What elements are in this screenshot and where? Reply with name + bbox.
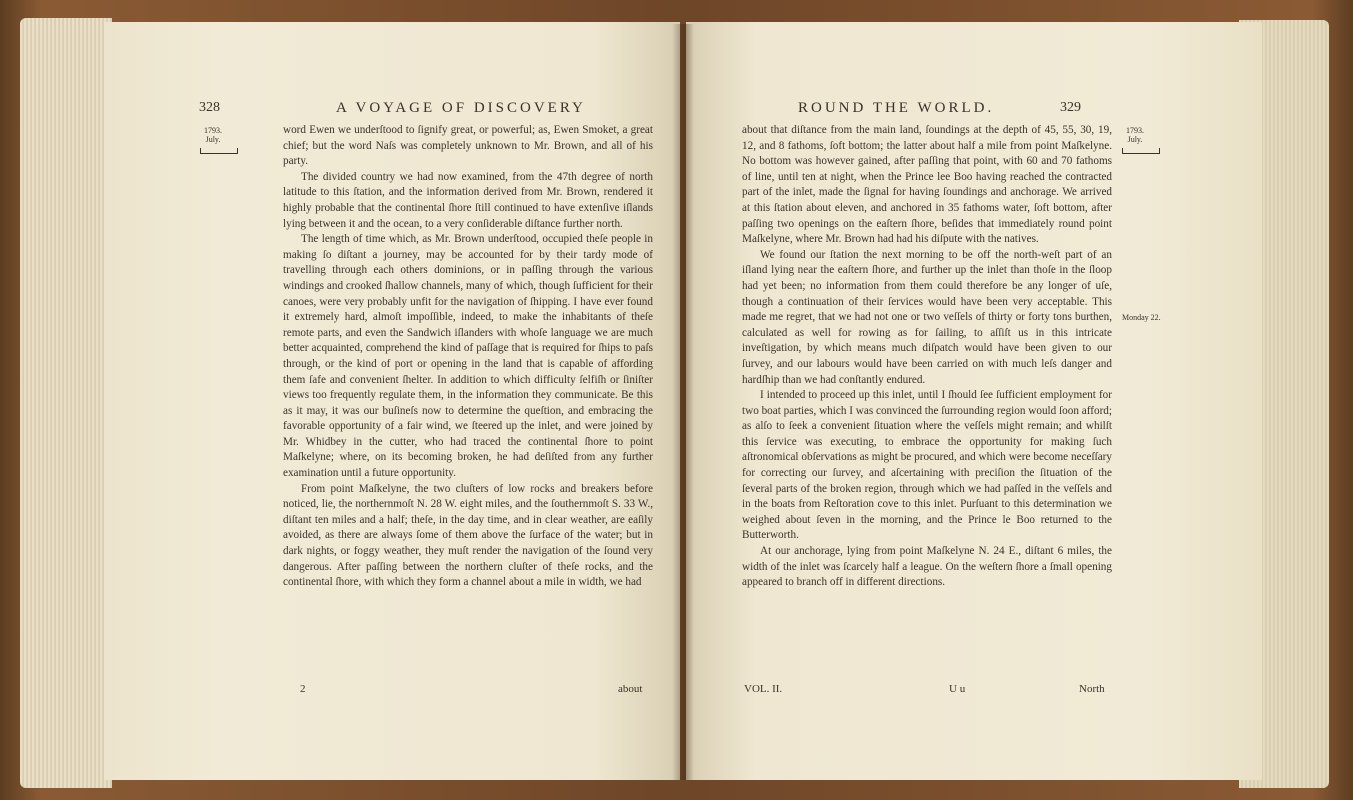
right-signature: U u xyxy=(949,683,966,695)
right-margin-note: Monday 22. xyxy=(1122,313,1161,322)
right-margin-brace xyxy=(1122,148,1160,154)
left-paragraph: word Ewen we underſtood to ſignify great, or powerful; as, Ewen Smoket, a great chief; but the word Naſs was completely unknown to Mr. Brown, and all of his party. xyxy=(283,124,653,168)
right-margin-month: July. xyxy=(1127,135,1143,144)
right-margin-year: 1793. xyxy=(1126,126,1144,135)
right-page xyxy=(686,22,1262,780)
right-volume: VOL. II. xyxy=(744,683,783,695)
left-paragraph: The divided country we had now examined, from the 47th degree of north latitude to this ſtation, and the information derived from Mr. Brown, rendered it highly probable that the continental ſhore ſtill continued to have extenſive iſlands lying between it and the ocean, to a very conſiderable diſtance further north. xyxy=(283,170,653,230)
left-paragraph: The length of time which, as Mr. Brown underſtood, occupied theſe people in making ſo diſtant a journey, may be accounted for by their tardy mode of travelling through each others dominions, or in paſſing through the various windings and crooked ſhallow channels, many of which, though ſufficient for their canoes, were very probably unfit for the navigation of ſhipping. I have ever found it extremely hard, almoſt impoſſible, indeed, to make the inhabitants of theſe remote parts, and even the Sandwich iſlanders with whoſe language we are much better acquainted, comprehend the kind of paſſage that is required for ſhips to paſs through, or the kind of port or opening in the land that is capable of affording them ſafe and convenient ſhelter. In addition to which difficulty ſelfiſh or ſiniſter views too frequently regulate them, in the information they communicate. Be this as it may, it was our buſineſs now to determine the queſtion, and embracing the favorable opportunity of a fair wind, we ſteered up the inlet, and were joined by Mr. Whidbey in the cutter, who had traced the continental ſhore to point Maſkelyne; where, on its becoming broken, he had deſiſted from any further examination until a future opportunity. xyxy=(283,233,653,480)
left-page xyxy=(104,22,680,780)
left-page-number: 328 xyxy=(199,100,220,115)
left-body-text xyxy=(283,123,653,591)
left-paragraph: From point Maſkelyne, the two cluſters of low rocks and breakers before noticed, lie, the northernmoſt N. 28 W. eight miles, and the ſouthernmoſt S. 33 W., diſtant ten miles and a half; theſe, in the day time, and in clear weather, are eaſily avoided, as there are always ſome of them above the ſurface of the water; but in dark nights, or foggy weather, they muſt render the navigation of the ſound very dangerous. After paſſing between the northern cluſter of theſe rocks, and the continental ſhore, with which they form a channel about a mile in width, we had xyxy=(283,482,653,589)
right-catchword: North xyxy=(1079,683,1105,695)
left-signature: 2 xyxy=(300,683,306,695)
right-running-head: ROUND THE WORLD. xyxy=(798,100,995,116)
left-catchword: about xyxy=(618,683,643,695)
left-margin-brace xyxy=(200,148,238,154)
left-margin-month: July. xyxy=(205,135,221,144)
left-page-edges xyxy=(20,18,112,788)
right-body-text xyxy=(742,123,1112,591)
left-running-head: A VOYAGE OF DISCOVERY xyxy=(336,100,586,116)
left-margin-date xyxy=(204,126,222,144)
right-margin-date xyxy=(1126,126,1144,144)
right-paragraph: I intended to proceed up this inlet, until I ſhould ſee ſufficient employment for two boat parties, which I was convinced the ſurrounding region would ſoon afford; as alſo to ſeek a convenient ſituation where the veſſels might remain; and whilſt this ſervice was executing, to embrace the opportunity for making ſuch aſtronomical obſervations as might be procured, and which were become neceſſary for correcting our ſurvey, and aſcertaining with preciſion the ſituation of the ſeveral parts of the broken region, through which we had paſſed in the veſſels and in the boats from Reſtoration cove to this inlet. Purſuant to this determination we weighed about ſeven in the morning, and the Prince le Boo returned to the Butterworth. xyxy=(742,389,1112,542)
right-paragraph: about that diſtance from the main land, ſoundings at the depth of 45, 55, 30, 19, 12, and 8 fathoms, ſoft bottom; the latter about half a mile from point Maſkelyne. No bottom was however gained, after paſſing that point, with 60 and 70 fathoms of line, until ten at night, when the Prince lee Boo having reached the contracted part of the inlet, made the ſignal for having ſoundings and anchorage. We arrived at this ſtation about eleven, and anchored in 35 fathoms water, ſoft bottom, after paſſing two openings on the eaſtern ſhore, beſides that immediately round point Maſkelyne, where Mr. Brown had had his diſpute with the natives. xyxy=(742,124,1112,246)
right-paragraph: At our anchorage, lying from point Maſkelyne N. 24 E., diſtant 6 miles, the width of the inlet was ſcarcely half a league. On the weſtern ſhore a ſmall opening appeared to branch off in different directions. xyxy=(742,545,1112,589)
book-gutter xyxy=(672,24,694,780)
left-margin-year: 1793. xyxy=(204,126,222,135)
right-page-number: 329 xyxy=(1060,100,1081,115)
right-paragraph: We found our ſtation the next morning to be off the north-weſt part of an iſland lying near the eaſtern ſhore, and further up the inlet than thoſe in the ſloop had yet been; no information from them could therefore be any longer of uſe, though a continuation of their ſervices would have been very acceptable. This made me regret, that we had not one or two veſſels of thirty or forty tons burthen, calculated as well for rowing as for ſailing, to aſſiſt us in this intricate inveſtigation, by which means much diſpatch would have been given to our ſurvey, and our labours would have been carried on with much leſs danger and hardſhip than we had conſtantly endured. xyxy=(742,248,1112,386)
